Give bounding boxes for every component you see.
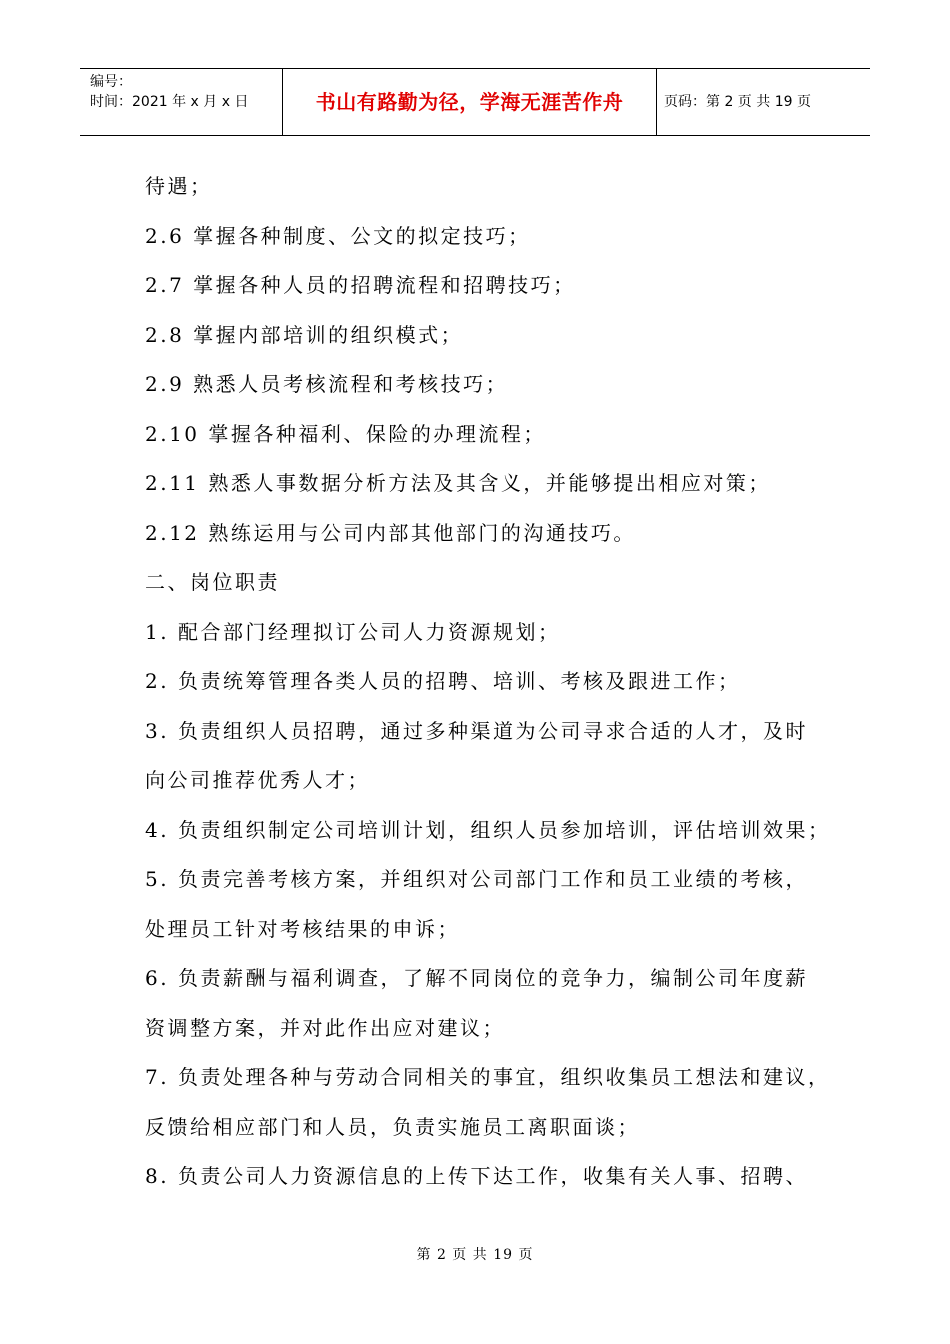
header-meta (80, 69, 283, 135)
text-line: 2.8 掌握内部培训的组织模式； (145, 322, 464, 347)
text-line: 待遇； (145, 174, 213, 198)
text-line: 反馈给相应部门和人员，负责实施员工离职面谈； (145, 1114, 640, 1139)
text-line: 2.9 熟悉人员考核流程和考核技巧； (145, 372, 509, 396)
text-line: 2. 负责统筹管理各类人员的招聘、培训、考核及跟进工作； (145, 669, 741, 693)
text-line: 2.10 掌握各种福利、保险的办理流程； (145, 421, 546, 446)
page-header (80, 68, 870, 136)
text-line: 处理员工针对考核结果的申诉； (145, 916, 460, 941)
text-line: 2.6 掌握各种制度、公文的拟定技巧； (145, 223, 531, 248)
text-line: 3. 负责组织人员招聘，通过多种渠道为公司寻求合适的人才，及时 (145, 718, 808, 743)
header-motto: 书山有路勤为径，学海无涯苦作舟 (283, 69, 657, 135)
text-line: 1. 配合部门经理拟订公司人力资源规划； (145, 619, 561, 644)
text-line: 2.12 熟练运用与公司内部其他部门的沟通技巧。 (145, 520, 636, 545)
section-heading: 二、岗位职责 (145, 570, 280, 594)
document-date-label: 时间：2021 年 x 月 x 日 (90, 94, 249, 110)
text-line: 4. 负责组织制定公司培训计划，组织人员参加培训，评估培训效果； (145, 817, 831, 842)
text-line: 6. 负责薪酬与福利调查，了解不同岗位的竞争力，编制公司年度薪 (145, 966, 808, 990)
text-line: 2.7 掌握各种人员的招聘流程和招聘技巧； (145, 273, 576, 297)
page-footer: 第 2 页 共 19 页 (416, 1247, 534, 1263)
text-line: 8. 负责公司人力资源信息的上传下达工作，收集有关人事、招聘、 (145, 1164, 808, 1188)
document-number-label: 编号： (90, 74, 132, 90)
text-line: 2.11 熟悉人事数据分析方法及其含义，并能够提出相应对策； (145, 471, 771, 495)
text-line: 向公司推荐优秀人才； (145, 768, 370, 792)
header-page-number: 页码：第 2 页 共 19 页 (664, 94, 811, 110)
document-body (145, 162, 845, 1202)
text-line: 资调整方案，并对此作出应对建议； (145, 1015, 505, 1040)
text-line: 5. 负责完善考核方案，并组织对公司部门工作和员工业绩的考核， (145, 867, 808, 891)
text-line: 7. 负责处理各种与劳动合同相关的事宜，组织收集员工想法和建议， (145, 1065, 831, 1089)
